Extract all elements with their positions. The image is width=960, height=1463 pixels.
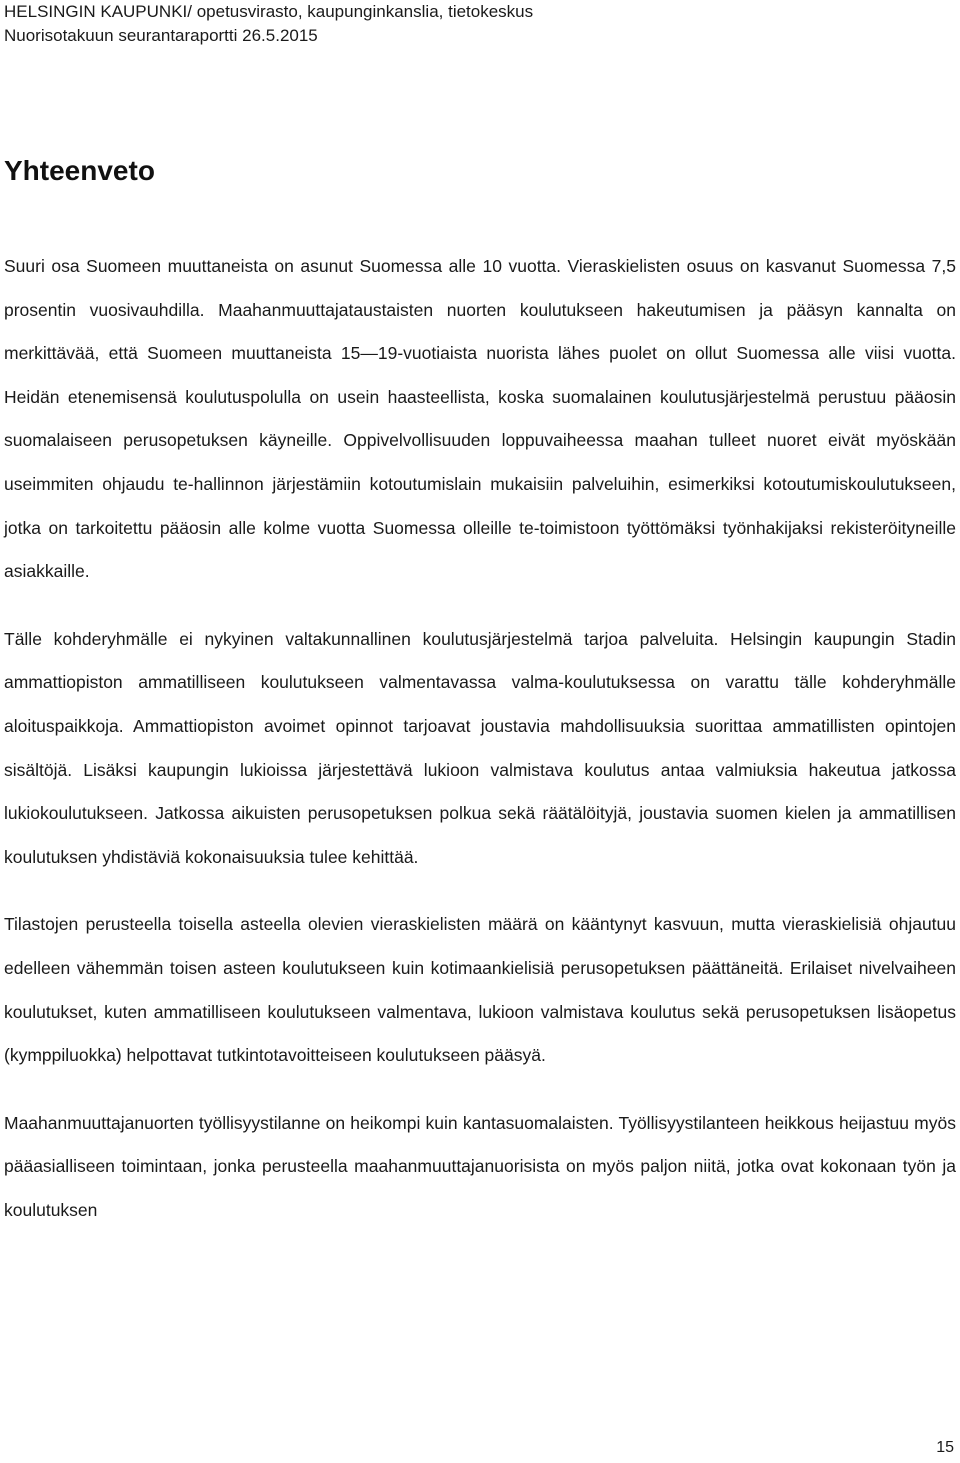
- header-report-title: Nuorisotakuun seurantaraportti 26.5.2015: [4, 26, 318, 45]
- page-number: 15: [936, 1439, 954, 1456]
- paragraph-2: Tälle kohderyhmälle ei nykyinen valtakunnallinen koulutusjärjestelmä tarjoa palveluita. Helsingin kaupungin Stadin ammattiopiston ammatilliseen koulutukseen valmentavassa valma-koulutuksessa on varattu tälle kohderyhmälle aloituspaikkoja. Ammattiopiston avoimet opinnot tarjoavat joustavia mahdollisuuksia suorittaa ammatillisten opintojen sisältöjä. Lisäksi kaupungin lukioissa järjestettävä lukioon valmistava koulutus antaa valmiuksia hakeutua jatkossa lukiokoulutukseen. Jatkossa aikuisten perusopetuksen polkua sekä räätälöityjä, joustavia suomen kielen ja ammatillisen koulutuksen yhdistäviä kokonaisuuksia tulee kehittää.: [4, 628, 956, 867]
- page-header: [4, 0, 533, 48]
- document-body: [4, 245, 956, 1232]
- header-organization: HELSINGIN KAUPUNKI/ opetusvirasto, kaupunginkanslia, tietokeskus: [4, 2, 534, 21]
- paragraph-1: Suuri osa Suomeen muuttaneista on asunut Suomessa alle 10 vuotta. Vieraskielisten osuus on kasvanut Suomessa 7,5 prosentin vuosivauhdilla. Maahanmuuttajataustaisten nuorten koulutukseen hakeutumisen ja pääsyn kannalta on merkittävää, että Suomeen muuttaneista 15—19-vuotiaista nuorista lähes puolet on ollut Suomessa alle viisi vuotta. Heidän etenemisensä koulutuspolulla on usein haasteellista, koska suomalainen koulutusjärjestelmä perustuu pääosin suomalaiseen perusopetuksen käyneille. Oppivelvollisuuden loppuvaiheessa maahan tulleet nuoret eivät myöskään useimmiten ohjaudu te-hallinnon järjestämiin kotoutumislain mukaisiin palveluihin, esimerkiksi kotoutumiskoulutukseen, jotka on tarkoitettu pääosin alle kolme vuotta Suomessa olleille te-toimistoon työttömäksi työnhakijaksi rekisteröityneille asiakkaille.: [4, 256, 956, 582]
- paragraph-4: Maahanmuuttajanuorten työllisyystilanne on heikompi kuin kantasuomalaisten. Työllisyystilanteen heikkous heijastuu myös pääasialliseen toimintaan, jonka perusteella maahanmuuttajanuorisista on myös paljon niitä, jotka ovat kokonaan työn ja koulutuksen: [4, 1112, 956, 1220]
- paragraph-3: Tilastojen perusteella toisella asteella olevien vieraskielisten määrä on kääntynyt kasvuun, mutta vieraskielisiä ohjautuu edelleen vähemmän toisen asteen koulutukseen kuin kotimaankielisiä perusopetuksen päättäneitä. Erilaiset nivelvaiheen koulutukset, kuten ammatilliseen koulutukseen valmentava, lukioon valmistava koulutus sekä perusopetuksen lisäopetus (kymppiluokka) helpottavat tutkintotavoitteiseen koulutukseen pääsyä.: [4, 914, 956, 1066]
- page-title: Yhteenveto: [4, 155, 155, 186]
